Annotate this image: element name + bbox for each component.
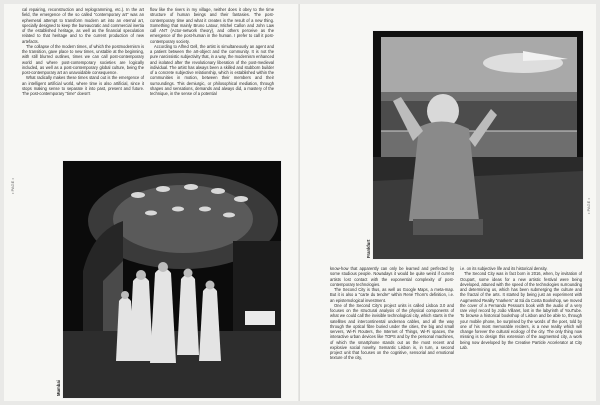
paragraph: The Second City is thus, as well as Google Maps, a meta-map. But it is also a "carte du tendre" within René Thom's definition, i.e. an epistemological investment.	[330, 287, 454, 303]
right-folio: • PAGE •	[586, 198, 591, 214]
child-at-window-image	[373, 31, 583, 259]
magazine-spread	[4, 4, 596, 401]
paragraph: One of the Second City's project units is called Lisboa 3.0 and focuses on the structural analysis of the physical components of what we could call the invisible technological city, which starts in the satellites and intercontinental undersea cables, and all the way through the optical fibre buried under the cities, the big and small servers, Wi-Fi Routers, the Internet of Things, Wi-Fi spaces, the interactive urban devices like TOPS and by the personal machines, of which the smartphone stands out as the most recent and explosive social novelty. Semantic Lisbon is, in turn, a second project unit that focuses on the cognitive, sensorial and emotional texture of the city,	[330, 302, 454, 361]
mumbai-caption: Mumbai	[56, 380, 61, 396]
paragraph: According to Alfred Gell, the artist is simultaneously an agent and a patient between the art-object and the community. It is not the pure narcissistic subjectivity that, in a way, the modernism enhanced and isolated after the revolutionary liberation of the post-medieval individual. The artist has always been a skilled and stubborn builder of a concrete subjective relationship, which is established within the communities in motion, between their members and their surroundings. This demiurgic, or philosophical mediation, through shapes and sensations, demands and always did, a mastery of the technique, in the sense of a potential	[150, 43, 274, 96]
right-column-1	[330, 266, 454, 398]
frankfurt-photo	[372, 30, 584, 260]
frankfurt-caption: Frankfurt	[366, 239, 371, 258]
left-folio: • PAGE •	[10, 178, 15, 194]
right-page	[300, 4, 596, 401]
paragraph: The Second City was in fact born in 2016, when, by invitation of Ocupart, some ideas for a new artistic festival were being developed, attuned with the speed of the technologies surrounding and determining us, which has been submerging the culture and the fractal of the arts. It started by being just an experiment with Augmented Reality "markers" at Sá da Costa Bookshop, we moved the cover of a Fernando Pessoa's book with the audio of a very rare vinyl record by João Villaret, lost in the labyrinth of YouTube. To browse a historical bookshop of Lisbon and be able to, through your mobile phone, be surprised by the words of the poet, told by one of his most memorable reciters, is a new reality which will change forever the cultural ecology of the city. The only thing now missing is to design this extension of the augmented city, a work being now developed by the Creative Particle Accelerator at City Lab.	[460, 271, 582, 350]
left-page	[4, 4, 300, 401]
paragraph: The collapse of the modern times, of which the postmodernism is the transition, gave place to new times, unstable at the beginning, with still blurred outlines, times we can call post-contemporary world and where post-contemporary societies are logically included, as well as a post-contemporary global culture, being the post-contemporary art an unavoidable consequence.	[22, 43, 144, 75]
right-column-2	[460, 266, 582, 398]
paragraph: cal repairing, reconstruction and replogramming, etc.). In the art field, the emergence of the so called "contemporary art" was an ephemeral attempt to transform modern art into an eternal art, specially designed to keep the bureaucratic and commercial inertia of the established heritage, as well as the financial speculation related to that heritage and to the current production of new artefacts.	[22, 7, 144, 44]
paragraph: What radically makes these times stand out is the emergence of an intelligent artificial world, where time is also artificial, since it stops making sense to separate it into past, present and future. The post-contemporary "time" doesn't	[22, 75, 144, 96]
station-crowd-image	[63, 161, 281, 398]
paragraph: i.e. on its subjective life and its historical density.	[460, 266, 548, 271]
left-column-1	[22, 7, 144, 149]
mumbai-photo	[62, 160, 282, 399]
paragraph: know-how that apparently can only be learned and perfected by some studious people. Nowadays it would be quite weird if current artists lost contact with the exponential complexity of post-contemporary technologies.	[330, 266, 454, 287]
left-column-2	[150, 7, 274, 149]
paragraph: flow like the rivers in my village, neither does it obey to the time structure of human beings and their fantasies. The post-contemporary time and what it creates is the result of a new thing. Something that mainly Bruno Latour, Michel Callon and John Law call ANT (Actor-network theory), and others perceive as the emergence of the post-human in the human. I prefer to call it post-contemporary society.	[150, 7, 274, 44]
